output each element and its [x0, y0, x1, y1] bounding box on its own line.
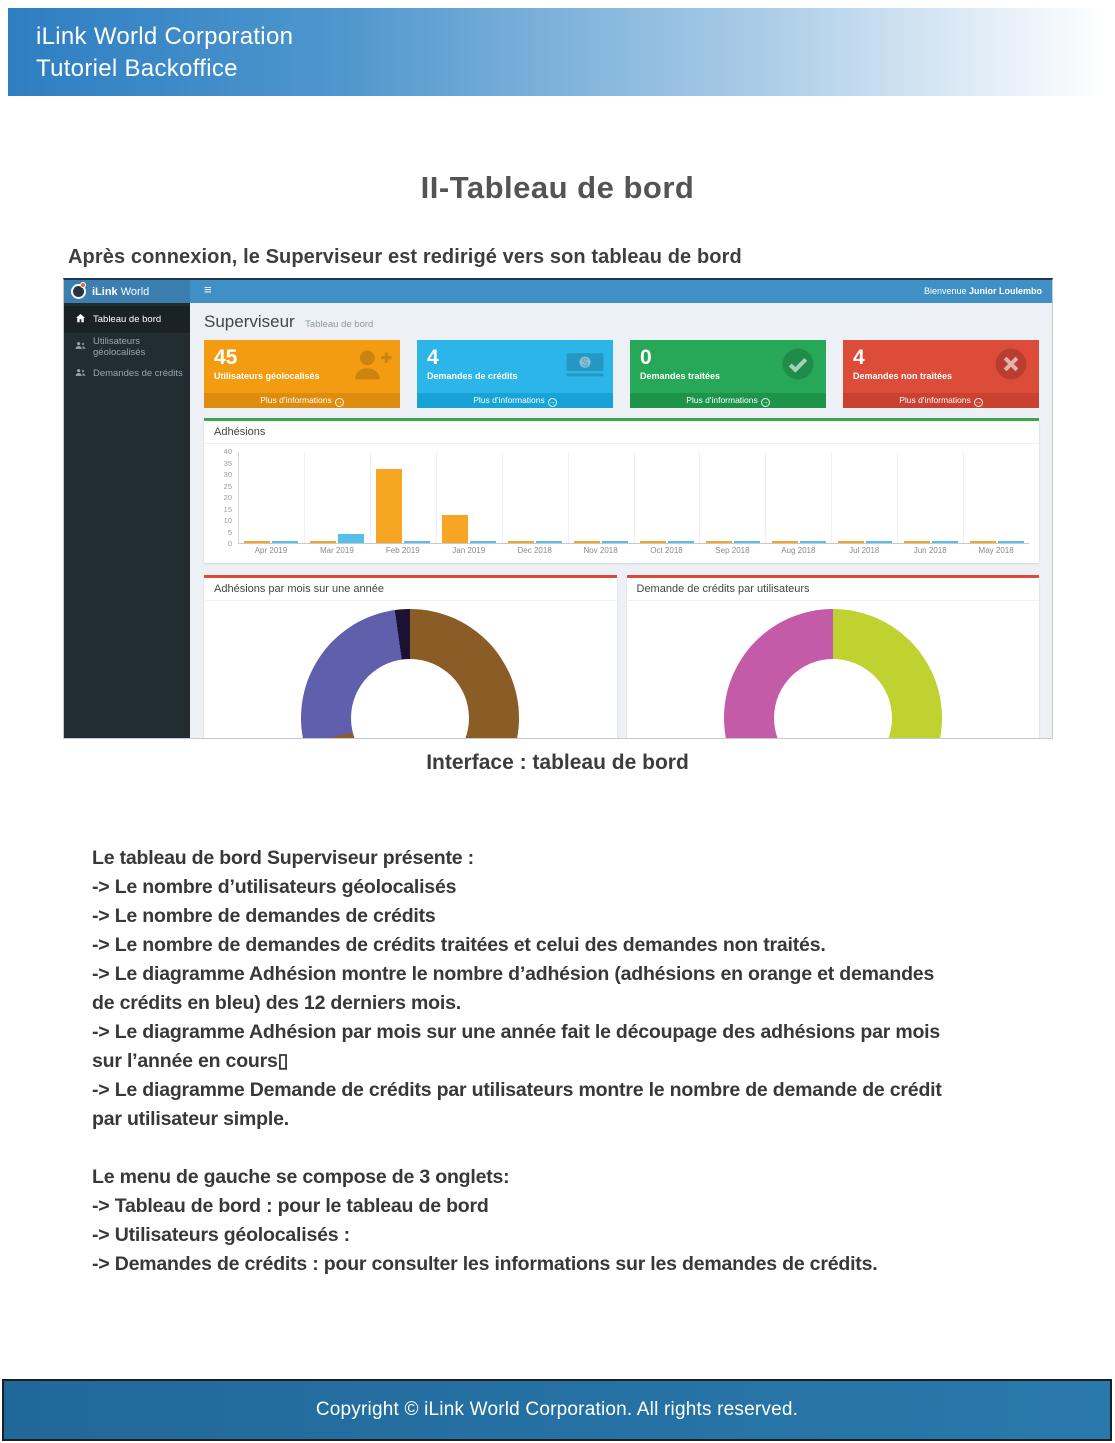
bar-group-dec-2018 — [503, 452, 569, 543]
bar-group-jun-2018 — [898, 452, 964, 543]
money-icon — [565, 347, 605, 381]
donut-chart-credits-par-utilisateurs — [724, 609, 942, 739]
donut-charts-row — [204, 575, 1039, 739]
bar-demandes-de-credits-may-2018 — [998, 541, 1024, 543]
x-axis-label: Jan 2019 — [452, 546, 486, 555]
x-axis-label: Aug 2018 — [781, 546, 816, 555]
y-axis-tick: 30 — [223, 470, 232, 479]
adhesions-bar-chart-panel — [204, 418, 1039, 563]
hamburger-menu-icon[interactable]: ≡ — [204, 282, 212, 297]
bar-demandes-de-credits-mar-2019 — [338, 534, 364, 543]
dashboard-main — [190, 303, 1052, 739]
bar-adhesions-sep-2018 — [706, 541, 732, 543]
app-brand-name: iLink World — [92, 285, 150, 298]
y-axis-tick: 15 — [223, 504, 232, 514]
bar-adhesions-feb-2019 — [376, 469, 402, 543]
donut1-title: Adhésions par mois sur une année — [204, 578, 617, 601]
dashboard-screenshot — [63, 278, 1053, 739]
bar-group-jul-2018 — [832, 452, 898, 543]
body-text-line: -> Utilisateurs géolocalisés : — [92, 1224, 350, 1246]
stat-card-utilisateurs-geolocalises[interactable] — [204, 340, 400, 408]
body-text-spacer — [92, 1134, 1052, 1163]
donut-chart-adhesions-par-mois — [301, 609, 519, 739]
bar-chart-title: Adhésions — [204, 421, 1039, 444]
app-logo-icon — [71, 284, 86, 299]
donut-hole — [351, 659, 469, 739]
footer-text: Copyright © iLink World Corporation. All rights reserved. — [315, 1399, 799, 1420]
bar-adhesions-jul-2018 — [838, 541, 864, 543]
bar-chart-plot — [238, 452, 1029, 544]
x-axis-label: Jul 2018 — [849, 546, 880, 555]
arrow-circle-right-icon: → — [974, 399, 982, 406]
body-text-line: par utilisateur simple. — [92, 1108, 289, 1130]
more-info-label: Plus d'informations — [686, 395, 758, 405]
bar-adhesions-aug-2018 — [772, 541, 798, 543]
figure-caption: Interface : tableau de bord — [426, 751, 689, 774]
bar-demandes-de-credits-jul-2018 — [866, 541, 892, 543]
stat-card-demandes-non-traitees[interactable] — [843, 340, 1039, 408]
bar-demandes-de-credits-jan-2019 — [470, 541, 496, 543]
dashboard-sidebar — [64, 303, 190, 739]
donut2-title: Demande de crédits par utilisateurs — [627, 578, 1040, 601]
x-axis-label: Jun 2018 — [913, 546, 947, 555]
svg-text:$: $ — [581, 355, 589, 370]
dashboard-heading-title: Superviseur — [204, 312, 295, 331]
stat-card-demandes-de-credits[interactable] — [417, 340, 613, 408]
stat-card-value: 4 — [853, 346, 865, 369]
page-header-banner — [8, 8, 1107, 96]
body-text-line: de crédits en bleu) des 12 derniers mois. — [92, 992, 461, 1014]
user-plus-icon — [352, 347, 392, 381]
header-line2: Tutoriel Backoffice — [36, 55, 238, 82]
body-text-line: -> Le nombre de demandes de crédits traitées et celui des demandes non traités. — [92, 934, 826, 956]
bar-group-oct-2018 — [635, 452, 701, 543]
topbar-strip — [190, 280, 1052, 303]
bar-adhesions-oct-2018 — [640, 541, 666, 543]
y-axis-tick: 35 — [223, 458, 232, 468]
more-info-label: Plus d'informations — [473, 395, 545, 405]
bar-demandes-de-credits-oct-2018 — [668, 541, 694, 543]
arrow-circle-right-icon: → — [761, 399, 769, 406]
y-axis-tick: 20 — [223, 493, 232, 502]
bar-demandes-de-credits-nov-2018 — [602, 541, 628, 543]
app-brand[interactable] — [64, 280, 190, 303]
stat-card-label: Demandes traitées — [640, 371, 721, 381]
bar-group-jan-2019 — [437, 452, 503, 543]
bar-adhesions-nov-2018 — [574, 541, 600, 543]
bar-group-aug-2018 — [766, 452, 832, 543]
x-axis-label: Sep 2018 — [715, 546, 750, 555]
stat-card-label: Demandes non traitées — [853, 371, 953, 381]
bar-demandes-de-credits-feb-2019 — [404, 541, 430, 543]
arrow-circle-right-icon: → — [335, 399, 343, 406]
bar-adhesions-apr-2019 — [244, 541, 270, 543]
x-axis-label: Dec 2018 — [517, 546, 552, 555]
x-axis-label: May 2018 — [978, 546, 1014, 555]
dashboard-heading — [204, 312, 1039, 332]
bar-group-sep-2018 — [700, 452, 766, 543]
users-icon — [75, 367, 86, 381]
more-info-label: Plus d'informations — [899, 395, 971, 405]
welcome-text: Bienvenue Junior Loulembo — [923, 286, 1042, 296]
body-text-line: -> Le diagramme Demande de crédits par utilisateurs montre le nombre de demande de crédit — [92, 1079, 942, 1101]
bar-group-feb-2019 — [371, 452, 437, 543]
stat-card-value: 45 — [214, 346, 238, 369]
bar-group-may-2018 — [964, 452, 1029, 543]
body-text-line: -> Le diagramme Adhésion montre le nombre d’adhésion (adhésions en orange et demandes — [92, 963, 935, 985]
body-text-line: -> Le nombre d’utilisateurs géolocalisés — [92, 876, 457, 898]
x-axis-label: Oct 2018 — [650, 546, 683, 555]
sidebar-item-label: Utilisateurs géolocalisés — [93, 335, 146, 358]
y-axis-tick: 0 — [227, 539, 232, 548]
x-circle-icon — [991, 347, 1031, 381]
body-text-line: -> Le nombre de demandes de crédits — [92, 905, 436, 927]
x-axis-label: Apr 2019 — [254, 546, 288, 555]
bar-adhesions-jun-2018 — [904, 541, 930, 543]
bar-demandes-de-credits-sep-2018 — [734, 541, 760, 543]
bar-demandes-de-credits-jun-2018 — [932, 541, 958, 543]
x-axis-label: Feb 2019 — [385, 546, 420, 555]
body-text-line: -> Le diagramme Adhésion par mois sur une année fait le découpage des adhésions par mois — [92, 1021, 941, 1043]
sidebar-item-label: Tableau de bord — [93, 314, 162, 325]
sidebar-item-utilisateurs-geolocalises[interactable] — [64, 333, 190, 360]
y-axis-tick: 5 — [227, 527, 232, 537]
body-text-line: Le tableau de bord Superviseur présente : — [92, 847, 474, 869]
stat-cards-row — [204, 340, 1039, 408]
card-more-info-link[interactable] — [630, 393, 826, 408]
page-footer — [2, 1379, 1112, 1441]
donut-hole — [774, 659, 892, 739]
y-axis-tick: 25 — [223, 481, 232, 491]
sidebar-item-label: Demandes de crédits — [93, 368, 183, 379]
intro-sentence: Après connexion, le Superviseur est redirigé vers son tableau de bord — [68, 246, 742, 268]
stat-card-label: Utilisateurs géolocalisés — [214, 371, 320, 381]
donut-panel-credits-par-utilisateurs — [627, 575, 1040, 739]
sidebar-item-demandes-de-credits[interactable] — [64, 360, 190, 387]
page-title: II-Tableau de bord — [420, 170, 695, 205]
card-more-info-link[interactable] — [204, 393, 400, 408]
bar-group-apr-2019 — [239, 452, 305, 543]
bar-adhesions-dec-2018 — [508, 541, 534, 543]
bar-group-mar-2019 — [305, 452, 371, 543]
stat-card-demandes-traitees[interactable] — [630, 340, 826, 408]
home-icon — [75, 313, 86, 327]
body-text — [92, 844, 1052, 1279]
body-text-line: Le menu de gauche se compose de 3 onglets: — [92, 1166, 510, 1188]
body-text-line: -> Tableau de bord : pour le tableau de bord — [92, 1195, 489, 1217]
stat-card-value: 0 — [640, 346, 652, 369]
bar-demandes-de-credits-dec-2018 — [536, 541, 562, 543]
body-text-line: -> Demandes de crédits : pour consulter les informations sur les demandes de crédits. — [92, 1253, 878, 1275]
users-icon — [75, 340, 86, 354]
check-circle-icon — [778, 347, 818, 381]
stat-card-label: Demandes de crédits — [427, 371, 518, 381]
more-info-label: Plus d'informations — [260, 395, 332, 405]
card-more-info-link[interactable] — [843, 393, 1039, 408]
bar-adhesions-mar-2019 — [310, 541, 336, 543]
arrow-circle-right-icon: → — [548, 399, 556, 406]
header-line1: iLink World Corporation — [36, 23, 294, 50]
stat-card-value: 4 — [427, 346, 439, 369]
bar-adhesions-jan-2019 — [442, 515, 468, 543]
dashboard-heading-subtitle: Tableau de bord — [305, 319, 374, 330]
bar-adhesions-may-2018 — [970, 541, 996, 543]
x-axis-label: Nov 2018 — [583, 546, 618, 555]
donut-panel-adhesions-par-mois — [204, 575, 617, 739]
bar-group-nov-2018 — [569, 452, 635, 543]
card-more-info-link[interactable] — [417, 393, 613, 408]
bar-demandes-de-credits-apr-2019 — [272, 541, 298, 543]
dashboard-topbar — [64, 280, 1052, 303]
y-axis-tick: 40 — [223, 447, 232, 456]
body-text-line: sur l’année en cours▯ — [92, 1050, 289, 1072]
x-axis-label: Mar 2019 — [319, 546, 354, 555]
sidebar-item-tableau-de-bord[interactable] — [64, 306, 190, 333]
bar-chart-x-axis — [238, 546, 1029, 563]
bar-demandes-de-credits-aug-2018 — [800, 541, 826, 543]
y-axis-tick: 10 — [223, 516, 232, 525]
